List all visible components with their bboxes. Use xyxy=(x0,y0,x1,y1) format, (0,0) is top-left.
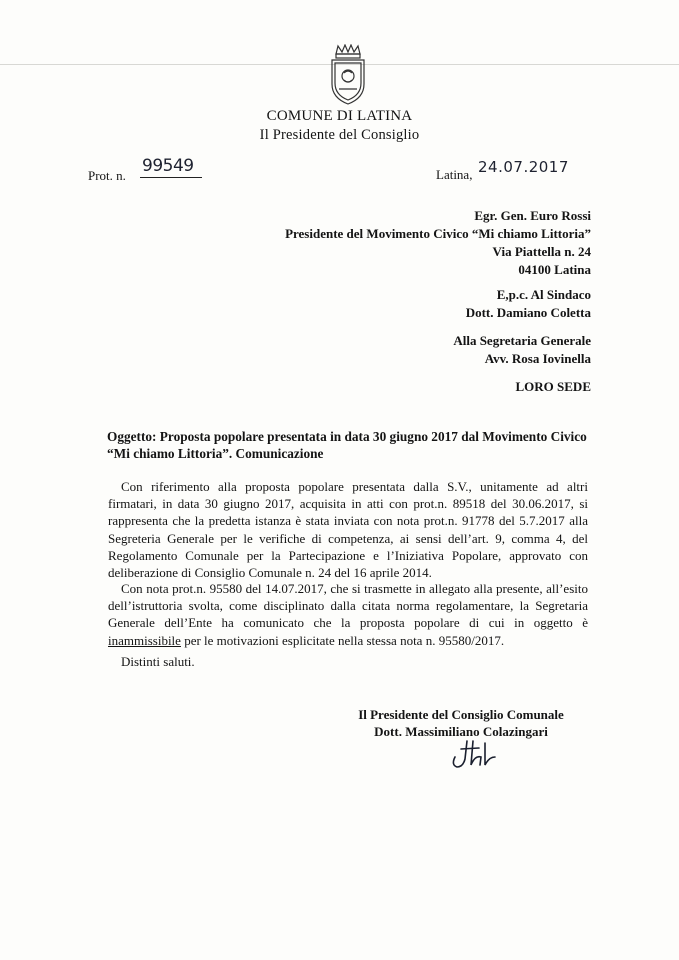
handwritten-signature xyxy=(449,735,501,771)
recipient-block-loro-sede xyxy=(516,378,592,396)
recipient-line: Alla Segretaria Generale xyxy=(453,333,591,348)
recipient-block-main xyxy=(285,207,591,279)
municipal-crest-icon xyxy=(327,44,369,106)
recipient-line: Egr. Gen. Euro Rossi xyxy=(474,208,591,223)
recipient-line: Dott. Damiano Coletta xyxy=(465,305,591,320)
closing-text: Distinti saluti. xyxy=(121,654,195,669)
place-label: Latina, xyxy=(436,167,473,182)
recipient-line: 04100 Latina xyxy=(518,262,591,277)
body-text: Con nota prot.n. 95580 del 14.07.2017, che si trasmette in allegato alla presente, all’esito dell’istruttoria svolta, come disciplinato dalla citata norma regolamentare, la Segretaria Generale dell’Ente ha comunicato che la proposta popolare di cui in oggetto è xyxy=(108,581,588,631)
recipient-line: Presidente del Movimento Civico “Mi chiamo Littoria” xyxy=(285,226,591,241)
signatory-name: Dott. Massimiliano Colazingari xyxy=(374,724,548,739)
body-text: per le motivazioni esplicitate nella stessa nota n. 95580/2017. xyxy=(180,632,505,648)
subject-line: Oggetto: Proposta popolare presentata in data 30 giugno 2017 dal Movimento Civico “Mi chiamo Littoria”. Comunicazione xyxy=(107,429,587,461)
body-paragraph-1 xyxy=(108,478,588,581)
underlined-term: inammissibile xyxy=(108,632,181,648)
body-paragraph-2 xyxy=(108,580,588,649)
recipient-block-mayor xyxy=(466,286,591,322)
office-subtitle: Il Presidente del Consiglio xyxy=(259,127,420,143)
protocol-label: Prot. n. xyxy=(88,168,126,183)
recipient-line: Avv. Rosa Iovinella xyxy=(484,351,591,366)
recipient-line: Via Piattella n. 24 xyxy=(492,244,591,259)
protocol-number: 99549 xyxy=(140,156,202,178)
recipient-line: E,p.c. Al Sindaco xyxy=(496,287,591,302)
body-text: Con riferimento alla proposta popolare presentata dalla S.V., unitamente ad altri firmatari, in data 30 giugno 2017, acquisita in atti con prot.n. 89518 del 30.06.2017, si rappresenta che la predetta istanza è stata inviata con nota prot.n. 91778 del 5.7.2017 alla Segreteria Generale per le verifiche di competenza, ai sensi dell’art. 9, comma 4, del Regolamento Comunale per la Partecipazione e l’Iniziativa Popolare, approvato con deliberazione di Consiglio Comunale n. 24 del 16 aprile 2014. xyxy=(108,479,588,581)
letter-date: 24.07.2017 xyxy=(478,158,569,176)
recipient-block-secretary xyxy=(453,332,591,368)
page-title: COMUNE DI LATINA xyxy=(266,108,413,124)
recipient-line: LORO SEDE xyxy=(515,379,591,394)
signatory-title: Il Presidente del Consiglio Comunale xyxy=(358,707,564,722)
closing-greeting xyxy=(108,653,588,670)
